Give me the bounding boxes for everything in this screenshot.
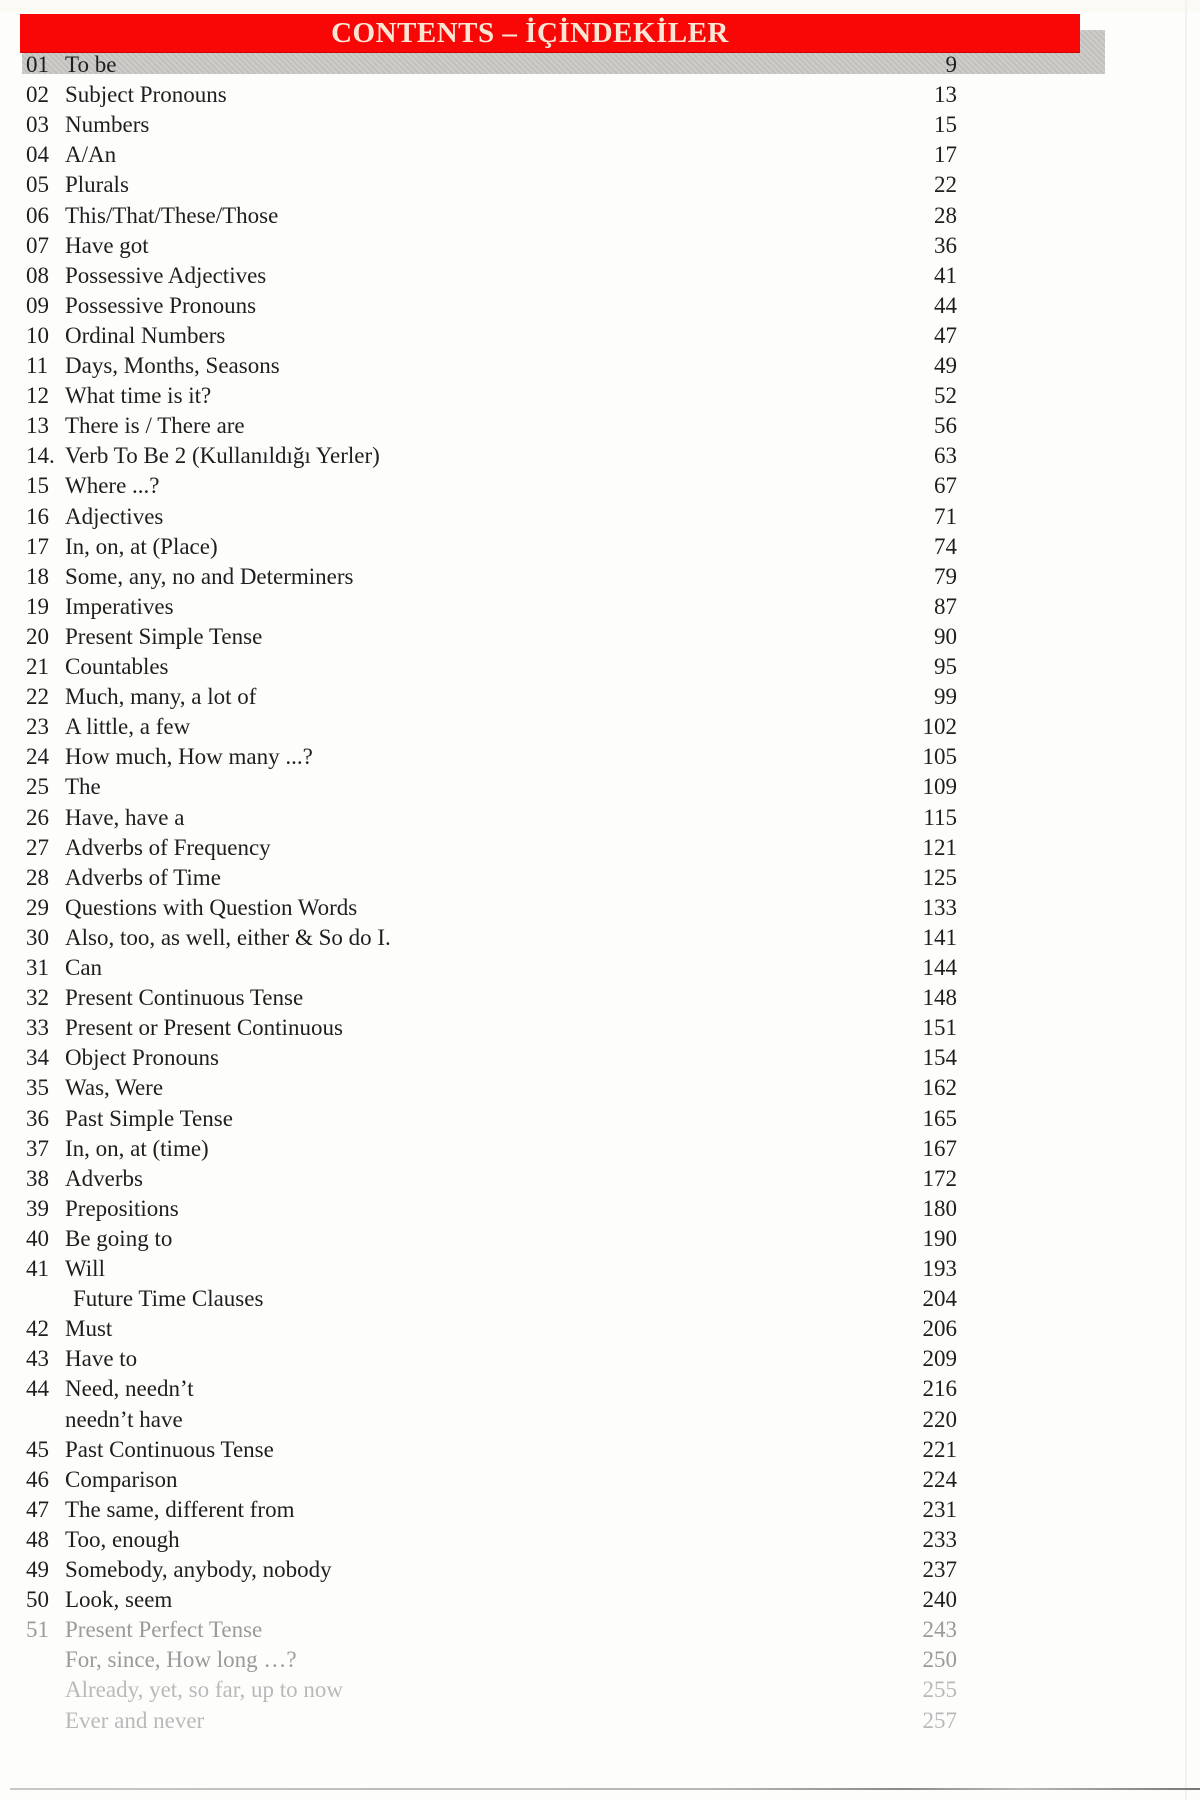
page-number: 165 xyxy=(922,1105,957,1131)
chapter-number: 23 xyxy=(26,714,49,740)
page-number: 87 xyxy=(934,593,957,619)
chapter-number: 39 xyxy=(26,1195,49,1221)
chapter-title: Will xyxy=(65,1256,105,1281)
toc-entry xyxy=(0,1675,1000,1705)
contents-banner xyxy=(20,14,1080,52)
page-number: 144 xyxy=(922,955,957,980)
page-number: 172 xyxy=(922,1165,957,1191)
toc-entry xyxy=(0,80,1000,110)
page-number: 220 xyxy=(922,1406,957,1432)
toc-entry xyxy=(0,471,1000,501)
chapter-number: 47 xyxy=(26,1496,49,1522)
chapter-number: 05 xyxy=(26,172,49,198)
toc-entry xyxy=(0,562,1000,592)
page-number: 193 xyxy=(922,1256,957,1281)
toc-entry xyxy=(0,1164,1000,1194)
chapter-number: 38 xyxy=(26,1165,49,1191)
page-number: 151 xyxy=(922,1015,957,1041)
page-number: 74 xyxy=(934,533,957,559)
chapter-title: What time is it? xyxy=(65,383,212,409)
chapter-title: Questions with Question Words xyxy=(65,894,358,920)
chapter-title: Present Continuous Tense xyxy=(65,985,304,1011)
chapter-number: 29 xyxy=(26,894,49,920)
chapter-title: In, on, at (Place) xyxy=(65,533,218,559)
chapter-title: Past Continuous Tense xyxy=(65,1436,274,1462)
chapter-title: This/That/These/Those xyxy=(65,202,279,228)
chapter-title: Ordinal Numbers xyxy=(65,322,226,348)
page-number: 167 xyxy=(922,1135,957,1161)
chapter-number: 10 xyxy=(26,322,49,348)
chapter-number: 44 xyxy=(26,1376,49,1402)
chapter-title: Possessive Pronouns xyxy=(65,292,257,318)
chapter-title: In, on, at (time) xyxy=(65,1135,209,1161)
toc-entry xyxy=(0,863,1000,893)
toc-entry xyxy=(0,201,1000,231)
chapter-title: The same, different from xyxy=(65,1496,295,1522)
chapter-number: 14. xyxy=(26,443,55,469)
toc-entry xyxy=(0,1525,1000,1555)
page-edge xyxy=(1185,0,1187,1800)
toc-entry xyxy=(0,1615,1000,1645)
toc-entry xyxy=(0,1043,1000,1073)
page-number: 141 xyxy=(922,924,957,950)
page-number: 52 xyxy=(934,383,957,409)
toc-entry xyxy=(0,1104,1000,1134)
page-number: 36 xyxy=(934,232,957,258)
chapter-number: 15 xyxy=(26,473,49,499)
page-number: 237 xyxy=(922,1557,957,1582)
toc-entry xyxy=(0,953,1000,983)
page-number: 67 xyxy=(934,473,957,499)
chapter-number: 18 xyxy=(26,563,49,589)
chapter-number: 51 xyxy=(26,1617,49,1643)
toc-entry xyxy=(0,1585,1000,1615)
chapter-number: 01 xyxy=(26,52,49,77)
page-number: 204 xyxy=(922,1286,957,1312)
page-number: 154 xyxy=(922,1045,957,1071)
chapter-title: There is / There are xyxy=(65,413,245,439)
chapter-title: Adverbs xyxy=(65,1165,143,1191)
chapter-title: A little, a few xyxy=(65,714,191,740)
chapter-number: 33 xyxy=(26,1015,49,1041)
chapter-title: Prepositions xyxy=(65,1195,179,1221)
page-number: 109 xyxy=(922,774,957,800)
toc-entry xyxy=(0,1465,1000,1495)
page-number: 257 xyxy=(922,1707,957,1733)
toc-entry xyxy=(0,1645,1000,1675)
page-number: 47 xyxy=(934,322,957,348)
page-number: 231 xyxy=(922,1496,957,1522)
chapter-number: 04 xyxy=(26,142,49,168)
toc-entry xyxy=(0,411,1000,441)
page-number: 13 xyxy=(934,82,957,108)
toc-entry xyxy=(0,1555,1000,1585)
chapter-title: Already, yet, so far, up to now xyxy=(65,1677,343,1703)
toc-entry xyxy=(0,772,1000,802)
toc-entry xyxy=(0,893,1000,923)
chapter-number: 37 xyxy=(26,1135,49,1161)
chapter-title: Numbers xyxy=(65,112,150,138)
toc-entry xyxy=(0,532,1000,562)
chapter-number: 07 xyxy=(26,232,49,258)
chapter-title: Present Simple Tense xyxy=(65,623,263,649)
page-number: 224 xyxy=(922,1466,957,1492)
toc-entry xyxy=(0,110,1000,140)
chapter-title: Too, enough xyxy=(65,1526,180,1552)
page-number: 133 xyxy=(922,894,957,920)
chapter-number: 31 xyxy=(26,955,49,980)
page-number: 9 xyxy=(945,52,957,77)
toc-entry xyxy=(0,1134,1000,1164)
chapter-title: Possessive Adjectives xyxy=(65,262,267,288)
toc-entry xyxy=(0,1314,1000,1344)
chapter-number: 34 xyxy=(26,1045,49,1071)
toc-entry xyxy=(0,50,1000,80)
toc-entry xyxy=(0,1344,1000,1374)
page-number: 105 xyxy=(922,744,957,770)
chapter-number: 25 xyxy=(26,774,49,800)
chapter-title: Present Perfect Tense xyxy=(65,1617,263,1643)
chapter-number: 40 xyxy=(26,1225,49,1251)
page-number: 63 xyxy=(934,443,957,469)
page-number: 95 xyxy=(934,654,957,679)
chapter-title: Future Time Clauses xyxy=(73,1286,264,1312)
toc-entry xyxy=(0,652,1000,682)
chapter-title: needn’t have xyxy=(65,1406,183,1432)
chapter-number: 48 xyxy=(26,1526,49,1552)
chapter-number: 32 xyxy=(26,985,49,1011)
toc-entry xyxy=(0,1013,1000,1043)
page-number: 15 xyxy=(934,112,957,138)
toc-entry xyxy=(0,321,1000,351)
toc-entry xyxy=(0,1374,1000,1404)
page-number: 102 xyxy=(922,714,957,740)
chapter-title: For, since, How long …? xyxy=(65,1647,297,1673)
chapter-number: 16 xyxy=(26,503,49,529)
toc-entry xyxy=(0,261,1000,291)
chapter-number: 49 xyxy=(26,1557,49,1582)
page-number: 41 xyxy=(934,262,957,288)
toc-entry xyxy=(0,381,1000,411)
toc-entry xyxy=(0,983,1000,1013)
page-number: 148 xyxy=(922,985,957,1011)
page-number: 190 xyxy=(922,1225,957,1251)
chapter-title: To be xyxy=(65,52,117,77)
page-number: 125 xyxy=(922,864,957,890)
toc-entry xyxy=(0,231,1000,261)
chapter-title: A/An xyxy=(65,142,117,168)
toc-entry xyxy=(0,1254,1000,1284)
toc-entry xyxy=(0,1194,1000,1224)
page-number: 28 xyxy=(934,202,957,228)
chapter-number: 13 xyxy=(26,413,49,439)
toc-entry xyxy=(0,1495,1000,1525)
chapter-number: 24 xyxy=(26,744,49,770)
page-number: 243 xyxy=(922,1617,957,1643)
page-title: CONTENTS – İÇİNDEKİLER xyxy=(331,17,729,49)
chapter-number: 35 xyxy=(26,1075,49,1101)
toc-entry xyxy=(0,140,1000,170)
chapter-number: 27 xyxy=(26,834,49,860)
chapter-number: 41 xyxy=(26,1256,49,1281)
page-number: 240 xyxy=(922,1587,957,1613)
toc-entry xyxy=(0,1224,1000,1254)
page-number: 99 xyxy=(934,684,957,710)
chapter-title: Object Pronouns xyxy=(65,1045,219,1071)
chapter-title: Somebody, anybody, nobody xyxy=(65,1557,332,1582)
chapter-title: Much, many, a lot of xyxy=(65,684,257,710)
page-number: 121 xyxy=(922,834,957,860)
chapter-number: 21 xyxy=(26,654,49,679)
chapter-title: Comparison xyxy=(65,1466,178,1492)
chapter-title: Have to xyxy=(65,1346,138,1372)
page-number: 56 xyxy=(934,413,957,439)
page-number: 216 xyxy=(922,1376,957,1402)
chapter-title: How much, How many ...? xyxy=(65,744,313,770)
toc-entry xyxy=(0,1706,1000,1736)
page-number: 115 xyxy=(923,804,957,830)
chapter-title: Countables xyxy=(65,654,169,679)
page-number: 71 xyxy=(934,503,957,529)
chapter-title: Have, have a xyxy=(65,804,185,830)
toc-entry xyxy=(0,803,1000,833)
page-number: 17 xyxy=(934,142,957,168)
bottom-rule xyxy=(10,1788,1200,1790)
chapter-number: 11 xyxy=(26,353,49,378)
chapter-number: 50 xyxy=(26,1587,49,1613)
chapter-number: 03 xyxy=(26,112,49,138)
chapter-number: 08 xyxy=(26,262,49,288)
toc-entry xyxy=(0,592,1000,622)
page-number: 180 xyxy=(922,1195,957,1221)
page-number: 49 xyxy=(934,353,957,378)
chapter-number: 26 xyxy=(26,804,49,830)
chapter-title: The xyxy=(65,774,101,800)
chapter-title: Must xyxy=(65,1316,113,1342)
chapter-number: 12 xyxy=(26,383,49,409)
page-number: 44 xyxy=(934,292,957,318)
toc-entry xyxy=(0,682,1000,712)
chapter-title: Where ...? xyxy=(65,473,160,499)
chapter-title: Adjectives xyxy=(65,503,164,529)
page-number: 162 xyxy=(922,1075,957,1101)
chapter-number: 20 xyxy=(26,623,49,649)
page-number: 209 xyxy=(922,1346,957,1372)
chapter-number: 36 xyxy=(26,1105,49,1131)
chapter-title: Can xyxy=(65,955,103,980)
toc-entry xyxy=(0,1405,1000,1435)
chapter-title: Imperatives xyxy=(65,593,174,619)
toc-entry xyxy=(0,441,1000,471)
chapter-title: Past Simple Tense xyxy=(65,1105,233,1131)
chapter-title: Plurals xyxy=(65,172,129,198)
chapter-number: 45 xyxy=(26,1436,49,1462)
chapter-title: Verb To Be 2 (Kullanıldığı Yerler) xyxy=(65,443,380,469)
chapter-title: Was, Were xyxy=(65,1075,164,1101)
toc-entry xyxy=(0,1435,1000,1465)
chapter-number: 06 xyxy=(26,202,49,228)
toc-entry xyxy=(0,291,1000,321)
chapter-title: Present or Present Continuous xyxy=(65,1015,343,1041)
toc-entry xyxy=(0,170,1000,200)
chapter-number: 02 xyxy=(26,82,49,108)
chapter-title: Have got xyxy=(65,232,149,258)
chapter-title: Days, Months, Seasons xyxy=(65,353,280,378)
chapter-title: Some, any, no and Determiners xyxy=(65,563,354,589)
page-number: 250 xyxy=(922,1647,957,1673)
page-number: 221 xyxy=(922,1436,957,1462)
toc-entry xyxy=(0,1073,1000,1103)
chapter-title: Be going to xyxy=(65,1225,173,1251)
chapter-title: Adverbs of Frequency xyxy=(65,834,271,860)
chapter-number: 42 xyxy=(26,1316,49,1342)
toc-entry xyxy=(0,1284,1000,1314)
scan-top-edge xyxy=(0,0,1200,12)
chapter-number: 22 xyxy=(26,684,49,710)
page-number: 22 xyxy=(934,172,957,198)
page-number: 233 xyxy=(922,1526,957,1552)
toc-entry xyxy=(0,923,1000,953)
chapter-title: Also, too, as well, either & So do I. xyxy=(65,924,391,950)
toc-entry xyxy=(0,351,1000,381)
chapter-number: 46 xyxy=(26,1466,49,1492)
chapter-number: 17 xyxy=(26,533,49,559)
chapter-number: 19 xyxy=(26,593,49,619)
chapter-number: 28 xyxy=(26,864,49,890)
page-number: 90 xyxy=(934,623,957,649)
chapter-title: Ever and never xyxy=(65,1707,205,1733)
toc-entry xyxy=(0,833,1000,863)
toc-entry xyxy=(0,742,1000,772)
toc-entry xyxy=(0,712,1000,742)
toc-entry xyxy=(0,502,1000,532)
chapter-number: 43 xyxy=(26,1346,49,1372)
page-number: 255 xyxy=(922,1677,957,1703)
chapter-number: 30 xyxy=(26,924,49,950)
chapter-number: 09 xyxy=(26,292,49,318)
chapter-title: Look, seem xyxy=(65,1587,173,1613)
page-number: 206 xyxy=(922,1316,957,1342)
chapter-title: Adverbs of Time xyxy=(65,864,221,890)
chapter-title: Subject Pronouns xyxy=(65,82,227,108)
toc-entry xyxy=(0,622,1000,652)
chapter-title: Need, needn’t xyxy=(65,1376,194,1402)
page-number: 79 xyxy=(934,563,957,589)
